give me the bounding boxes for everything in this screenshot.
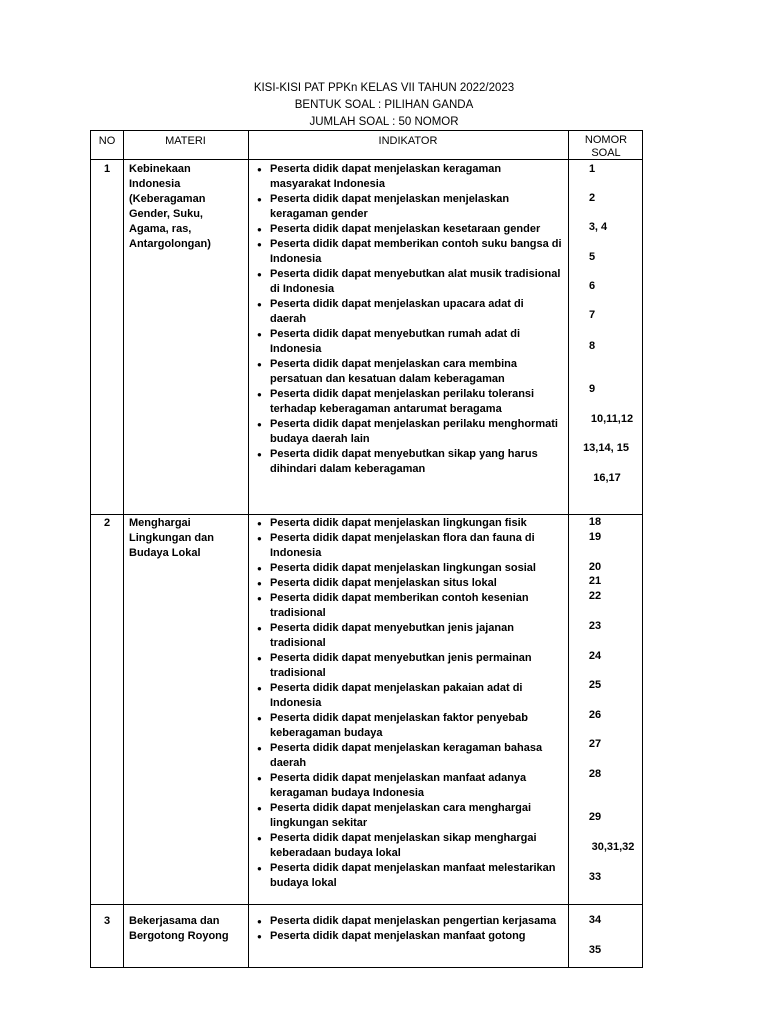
header-indikator: INDIKATOR (378, 135, 438, 147)
row-1-indicator-list (256, 162, 562, 477)
question-number: 23 (588, 620, 602, 632)
indicator-item: ● Peserta didik dapat menjelaskan cara menghargai lingkungan sekitar (256, 801, 562, 831)
indicator-item: ● Peserta didik dapat menjelaskan perilaku toleransi terhadap keberagaman antarumat beragama (256, 387, 562, 417)
indicator-item: ● Peserta didik dapat menjelaskan pakaian adat di Indonesia (256, 681, 562, 711)
indicator-item: ● Peserta didik dapat menjelaskan manfaat melestarikan budaya lokal (256, 861, 562, 891)
question-number: 34 (588, 914, 602, 926)
materi-line: (Keberagaman (129, 193, 206, 205)
question-number: 5 (588, 251, 596, 263)
kisi-kisi-table (90, 130, 643, 968)
indicator-item: ● Peserta didik dapat menjelaskan flora dan fauna di Indonesia (256, 531, 562, 561)
question-number: 28 (588, 768, 602, 780)
indicator-item: ● Peserta didik dapat menjelaskan lingkungan fisik (256, 516, 562, 531)
indicator-item: ● Peserta didik dapat menjelaskan keragaman masyarakat Indonesia (256, 162, 562, 192)
indicator-item: ● Peserta didik dapat menjelaskan kesetaraan gender (256, 222, 562, 237)
row-divider (91, 159, 642, 160)
indicator-item: ● Peserta didik dapat menjelaskan manfaat gotong (256, 929, 562, 944)
materi-line: Antargolongan) (129, 238, 211, 250)
row-1-no: 1 (103, 163, 111, 175)
indicator-item: ● Peserta didik dapat menjelaskan situs lokal (256, 576, 562, 591)
question-number: 10,11,12 (590, 413, 634, 425)
materi-line: Bergotong Royong (129, 930, 229, 942)
question-number: 16,17 (593, 472, 621, 484)
title-line-1: KISI-KISI PAT PPKn KELAS VII TAHUN 2022/2023 (253, 82, 515, 94)
column-divider (123, 131, 124, 967)
indicator-item: ● Peserta didik dapat menjelaskan sikap menghargai keberadaan budaya lokal (256, 831, 562, 861)
row-1-materi (129, 162, 247, 252)
indicator-item: ● Peserta didik dapat menyebutkan jenis permainan tradisional (256, 651, 562, 681)
indicator-item: ● Peserta didik dapat menjelaskan lingkungan sosial (256, 561, 562, 576)
question-number: 26 (588, 709, 602, 721)
indicator-item: ● Peserta didik dapat memberikan contoh suku bangsa di Indonesia (256, 237, 562, 267)
indicator-item: ● Peserta didik dapat menjelaskan upacara adat di daerah (256, 297, 562, 327)
title-line-2: BENTUK SOAL : PILIHAN GANDA (294, 99, 474, 111)
indicator-item: ● Peserta didik dapat menjelaskan pengertian kerjasama (256, 914, 562, 929)
materi-line: Gender, Suku, (129, 208, 203, 220)
indicator-item: ● Peserta didik dapat menyebutkan rumah adat di Indonesia (256, 327, 562, 357)
question-number: 13,14, 15 (583, 442, 629, 454)
row-3-materi (129, 914, 247, 944)
header-nomor-soal (568, 134, 644, 160)
indicator-item: ● Peserta didik dapat menjelaskan menjelaskan keragaman gender (256, 192, 562, 222)
question-number: 19 (588, 531, 602, 543)
header-no: NO (98, 135, 116, 147)
question-number: 8 (588, 340, 596, 352)
title-line-3: JUMLAH SOAL : 50 NOMOR (309, 116, 459, 128)
question-number: 6 (588, 280, 596, 292)
indicator-item: ● Peserta didik dapat memberikan contoh kesenian tradisional (256, 591, 562, 621)
question-number: 7 (588, 309, 596, 321)
materi-line: Kebinekaan (129, 163, 191, 175)
question-number: 3, 4 (588, 221, 608, 233)
document-title (0, 80, 768, 131)
indicator-item: ● Peserta didik dapat menjelaskan perilaku menghormati budaya daerah lain (256, 417, 562, 447)
question-number: 22 (588, 590, 602, 602)
indicator-item: ● Peserta didik dapat menjelaskan keragaman bahasa daerah (256, 741, 562, 771)
materi-line: Menghargai (129, 517, 191, 529)
materi-line: Lingkungan dan (129, 532, 214, 544)
question-number: 24 (588, 650, 602, 662)
indicator-item: ● Peserta didik dapat menyebutkan sikap yang harus dihindari dalam keberagaman (256, 447, 562, 477)
row-2-materi (129, 516, 247, 561)
question-number: 20 (588, 561, 602, 573)
question-number: 18 (588, 516, 602, 528)
question-number: 27 (588, 738, 602, 750)
row-2-no: 2 (103, 517, 111, 529)
question-number: 30,31,32 (591, 841, 635, 853)
materi-line: Agama, ras, (129, 223, 192, 235)
question-number: 25 (588, 679, 602, 691)
row-divider (91, 904, 642, 905)
row-2-indicator-list (256, 516, 562, 891)
header-materi: MATERI (165, 135, 206, 147)
materi-line: Indonesia (129, 178, 181, 190)
question-number: 9 (588, 383, 596, 395)
question-number: 2 (588, 192, 596, 204)
column-divider (248, 131, 249, 967)
indicator-item: ● Peserta didik dapat menyebutkan alat musik tradisional di Indonesia (256, 267, 562, 297)
row-divider (91, 514, 642, 515)
indicator-item: ● Peserta didik dapat menjelaskan manfaat adanya keragaman budaya Indonesia (256, 771, 562, 801)
question-number: 33 (588, 871, 602, 883)
materi-line: Budaya Lokal (129, 547, 201, 559)
question-number: 1 (588, 163, 596, 175)
indicator-item: ● Peserta didik dapat menjelaskan faktor penyebab keberagaman budaya (256, 711, 562, 741)
materi-line: Bekerjasama dan (129, 915, 220, 927)
question-number: 21 (588, 575, 602, 587)
header-nomor-line-1: NOMOR (584, 134, 628, 146)
indicator-item: ● Peserta didik dapat menjelaskan cara membina persatuan dan kesatuan dalam keberagaman (256, 357, 562, 387)
question-number: 35 (588, 944, 602, 956)
row-3-indicator-list (256, 914, 562, 944)
header-nomor-line-2: SOAL (591, 147, 621, 159)
row-3-no: 3 (103, 915, 111, 927)
indicator-item: ● Peserta didik dapat menyebutkan jenis jajanan tradisional (256, 621, 562, 651)
question-number: 29 (588, 811, 602, 823)
